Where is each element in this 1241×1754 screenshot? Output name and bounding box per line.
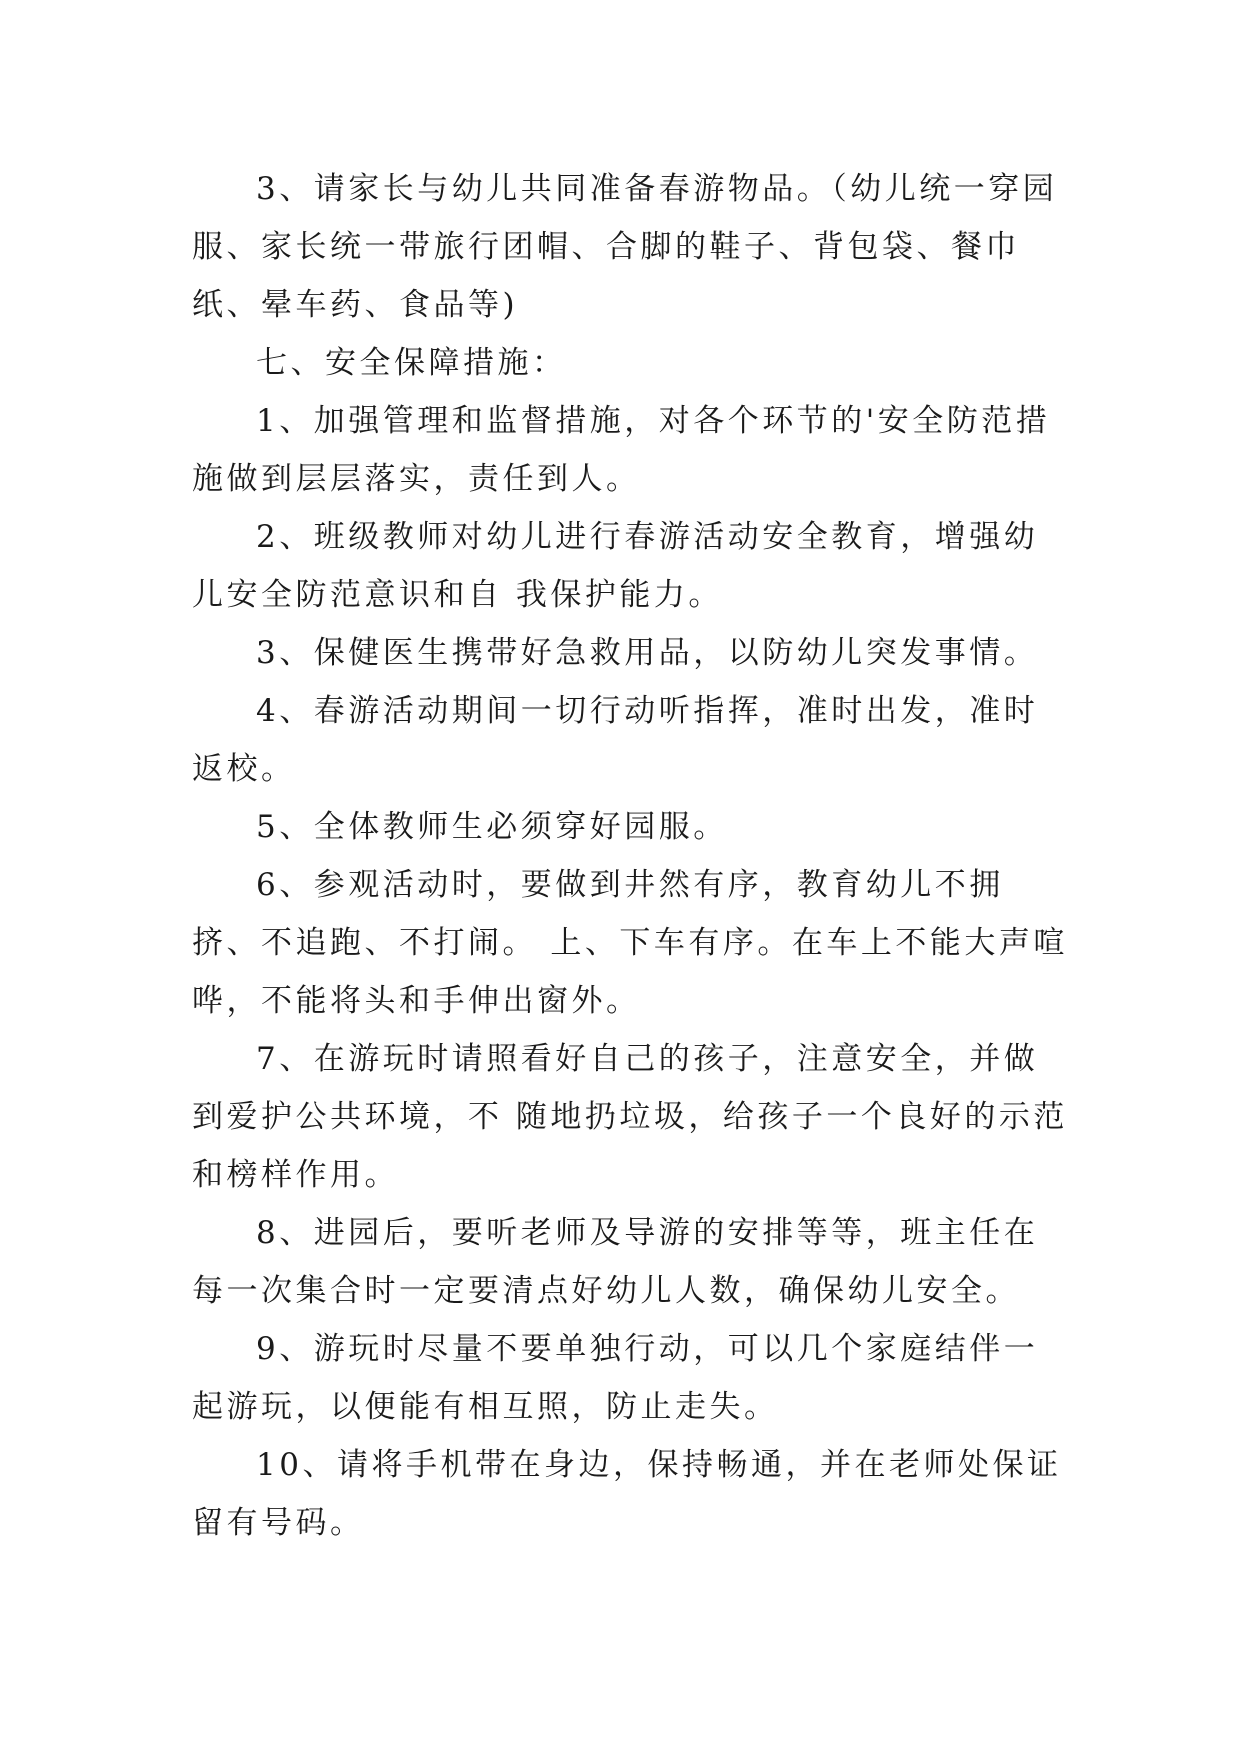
paragraph-safety-8: 8、进园后，要听老师及导游的安排等等，班主任在每一次集合时一定要清点好幼儿人数，确保幼儿安全。 — [192, 1215, 1039, 1309]
paragraph-safety-3: 3、保健医生携带好急救用品，以防幼儿突发事情。 — [256, 635, 1039, 671]
paragraph-safety-7: 7、在游玩时请照看好自己的孩子，注意安全，并做到爱护公共环境，不 随地扔垃圾，给孩子一个良好的示范和榜样作用。 — [192, 1041, 1068, 1193]
paragraph-safety-10: 10、请将手机带在身边，保持畅通，并在老师处保证留有号码。 — [192, 1447, 1062, 1541]
paragraph-safety-9: 9、游玩时尽量不要单独行动，可以几个家庭结伴一起游玩，以便能有相互照，防止走失。 — [192, 1331, 1039, 1425]
paragraph-safety-1: 1、加强管理和监督措施，对各个环节的'安全防范措施做到层层落实，责任到人。 — [192, 403, 1051, 497]
paragraph-safety-2: 2、班级教师对幼儿进行春游活动安全教育，增强幼儿安全防范意识和自 我保护能力。 — [192, 519, 1039, 613]
paragraph-safety-6: 6、参观活动时，要做到井然有序，教育幼儿不拥挤、不追跑、不打闹。 上、下车有序。在车上不能大声喧哗，不能将头和手伸出窗外。 — [192, 867, 1068, 1019]
paragraph-safety-4: 4、春游活动期间一切行动听指挥，准时出发，准时返校。 — [192, 693, 1039, 787]
paragraph-prepare-items: 3、请家长与幼儿共同准备春游物品。（幼儿统一穿园服、家长统一带旅行团帽、合脚的鞋子、背包袋、餐巾纸、晕车药、食品等) — [192, 171, 1058, 323]
paragraph-safety-5: 5、全体教师生必须穿好园服。 — [256, 809, 728, 845]
document-body — [192, 160, 1072, 1552]
section-heading-safety: 七、安全保障措施： — [256, 345, 567, 381]
